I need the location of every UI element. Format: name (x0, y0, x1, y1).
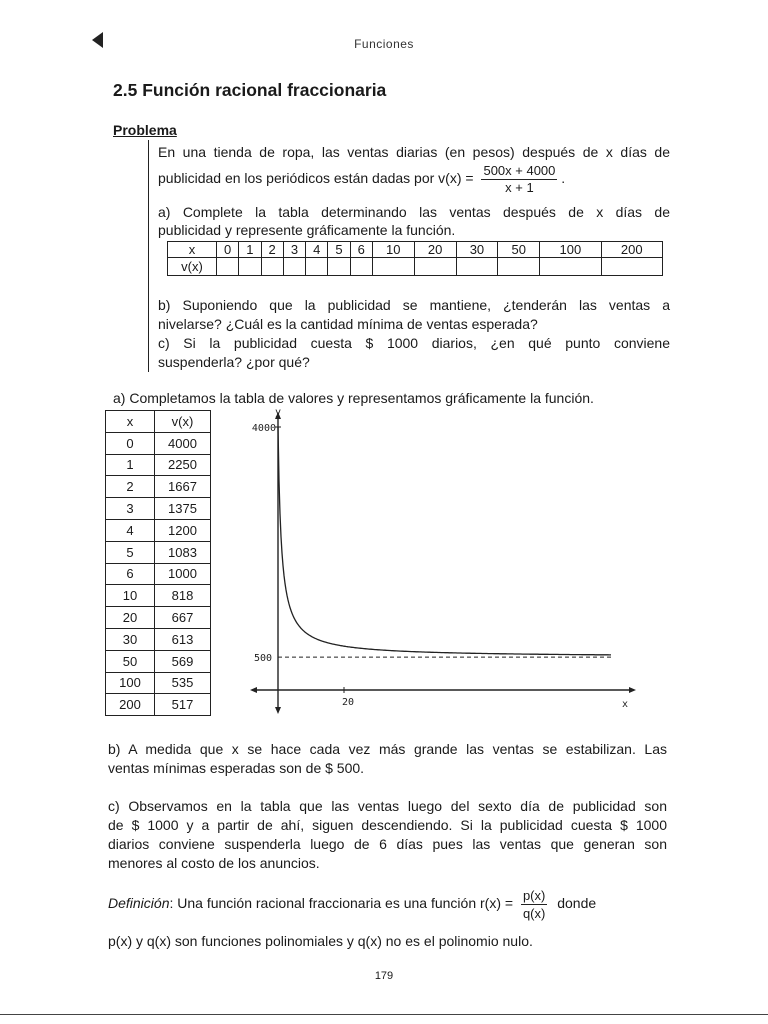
table-cell-v-empty[interactable] (372, 258, 414, 276)
x-axis-arrow-icon (629, 687, 636, 693)
x-tick-label-20: 20 (341, 697, 355, 708)
table-row (106, 563, 211, 585)
value-v: 2250 (155, 454, 211, 476)
table-cell-x: 4 (306, 242, 328, 258)
value-x: 3 (106, 498, 155, 520)
solution-c-line-1: c) Observamos en la tabla que las ventas luego del sexto día de publicidad son (108, 798, 667, 814)
definition-donde: donde (557, 895, 597, 912)
solution-c-line-2: de $ 1000 y a partir de ahí, siguen descendiendo. Si la publicidad cuesta $ 1000 (108, 817, 667, 833)
value-x: 6 (106, 563, 155, 585)
definition-text: : Una función racional fraccionaria es una función r(x) = (169, 895, 514, 912)
page-number: 179 (374, 970, 394, 982)
table-cell-v-empty[interactable] (498, 258, 540, 276)
value-v: 1375 (155, 498, 211, 520)
table-row (106, 498, 211, 520)
table-cell-x: 1 (239, 242, 261, 258)
solution-c-line-3: diarios conviene suspenderla luego de 6 días pues las ventas que generan son (108, 836, 667, 852)
solution-c-line-4: menores al costo de los anuncios. (108, 855, 320, 871)
table-cell-v-empty[interactable] (350, 258, 372, 276)
value-v: 569 (155, 650, 211, 672)
table-row-v (168, 258, 663, 276)
table-cell-v-empty[interactable] (306, 258, 328, 276)
formula-period: . (561, 170, 566, 187)
part-b-line-1: b) Suponiendo que la publicidad se mantiene, ¿tenderán las ventas a (158, 297, 670, 313)
solution-c (108, 797, 667, 873)
value-v: 1000 (155, 563, 211, 585)
part-b (158, 296, 670, 334)
values-header-x: x (106, 411, 155, 433)
sales-formula (481, 163, 557, 196)
problem-label: Problema (113, 122, 177, 138)
solution-b-line-1: b) A medida que x se hace cada vez más grande las ventas se estabilizan. Las (108, 741, 667, 757)
y-axis-label: y (275, 407, 282, 418)
value-x: 5 (106, 541, 155, 563)
problem-margin-rule (148, 140, 149, 372)
table-header-x: x (168, 242, 217, 258)
value-v: 1667 (155, 476, 211, 498)
definition-fraction (521, 887, 547, 922)
table-cell-v-empty[interactable] (414, 258, 456, 276)
table-cell-x: 200 (601, 242, 662, 258)
value-x: 30 (106, 628, 155, 650)
value-v: 535 (155, 672, 211, 694)
part-c-line-2: suspenderla? ¿por qué? (158, 354, 310, 370)
y-tick-label-4000: 4000 (251, 423, 276, 434)
y-tick-label-500: 500 (253, 653, 272, 665)
table-cell-v-empty[interactable] (217, 258, 239, 276)
definition-numerator: p(x) (522, 888, 546, 903)
definition-label: Definición (108, 895, 170, 912)
solution-a-intro: a) Completamos la tabla de valores y representamos gráficamente la función. (113, 390, 594, 406)
part-a-line-2: publicidad y represente gráficamente la función. (158, 222, 456, 238)
table-cell-x: 100 (540, 242, 601, 258)
value-x: 4 (106, 519, 155, 541)
table-cell-x: 30 (456, 242, 498, 258)
bottom-rule (0, 1014, 768, 1015)
table-cell-x: 50 (498, 242, 540, 258)
x-axis-left-arrow-icon (250, 687, 257, 693)
table-row (106, 476, 211, 498)
table-row-x (168, 242, 663, 258)
value-v: 1083 (155, 541, 211, 563)
table-row (106, 541, 211, 563)
table-cell-v-empty[interactable] (261, 258, 283, 276)
part-a-line-1: a) Complete la tabla determinando las ventas después de x días de (158, 204, 670, 220)
definition-denominator: q(x) (522, 906, 546, 921)
value-x: 10 (106, 585, 155, 607)
table-row (106, 585, 211, 607)
table-cell-x: 10 (372, 242, 414, 258)
table-cell-x: 5 (328, 242, 350, 258)
formula-numerator: 500x + 4000 (483, 163, 556, 178)
function-curve (278, 427, 611, 655)
section-title: 2.5 Función racional fraccionaria (113, 80, 387, 100)
table-cell-v-empty[interactable] (283, 258, 305, 276)
table-cell-v-empty[interactable] (328, 258, 350, 276)
value-v: 4000 (155, 432, 211, 454)
definition (108, 887, 596, 922)
table-cell-v-empty[interactable] (601, 258, 662, 276)
problem-formula-line (158, 163, 565, 196)
part-a (158, 203, 670, 240)
solution-b-line-2: ventas mínimas esperadas son de $ 500. (108, 760, 365, 776)
table-cell-x: 3 (283, 242, 305, 258)
y-axis-down-arrow-icon (275, 707, 281, 714)
value-v: 667 (155, 607, 211, 629)
definition-line-2: p(x) y q(x) son funciones polinomiales y q(x) no es el polinomio nulo. (108, 933, 533, 949)
table-cell-x: 0 (217, 242, 239, 258)
values-table (105, 410, 211, 716)
table-row (106, 628, 211, 650)
table-cell-v-empty[interactable] (456, 258, 498, 276)
table-row (106, 607, 211, 629)
part-c-line-1: c) Si la publicidad cuesta $ 1000 diarios, ¿en qué punto conviene (158, 335, 670, 351)
value-v: 1200 (155, 519, 211, 541)
part-b-line-2: nivelarse? ¿Cuál es la cantidad mínima de ventas esperada? (158, 316, 538, 332)
problem-line-1: En una tienda de ropa, las ventas diarias (en pesos) después de x días de (158, 144, 670, 160)
problem-text (158, 143, 670, 162)
x-axis-label: x (622, 699, 629, 710)
value-x: 20 (106, 607, 155, 629)
value-v: 818 (155, 585, 211, 607)
table-row (106, 519, 211, 541)
formula-denominator: x + 1 (505, 180, 534, 195)
solution-b (108, 740, 667, 778)
table-cell-x: 20 (414, 242, 456, 258)
value-x: 50 (106, 650, 155, 672)
value-x: 0 (106, 432, 155, 454)
value-v: 613 (155, 628, 211, 650)
values-header-v: v(x) (155, 411, 211, 433)
part-c (158, 334, 670, 372)
value-x: 100 (106, 672, 155, 694)
table-cell-x: 2 (261, 242, 283, 258)
table-row (106, 694, 211, 716)
table-row (106, 432, 211, 454)
value-x: 1 (106, 454, 155, 476)
values-table-header (106, 411, 211, 433)
table-header-v: v(x) (168, 258, 217, 276)
table-row (106, 454, 211, 476)
table-cell-v-empty[interactable] (239, 258, 261, 276)
running-head: Funciones (354, 37, 414, 51)
value-x: 2 (106, 476, 155, 498)
blank-values-table (167, 241, 663, 276)
table-cell-x: 6 (350, 242, 372, 258)
value-v: 517 (155, 694, 211, 716)
problem-line-2: publicidad en los periódicos están dadas por v(x) = (158, 170, 474, 187)
table-row (106, 650, 211, 672)
table-row (106, 672, 211, 694)
sales-chart (236, 405, 646, 720)
table-cell-v-empty[interactable] (540, 258, 601, 276)
value-x: 200 (106, 694, 155, 716)
